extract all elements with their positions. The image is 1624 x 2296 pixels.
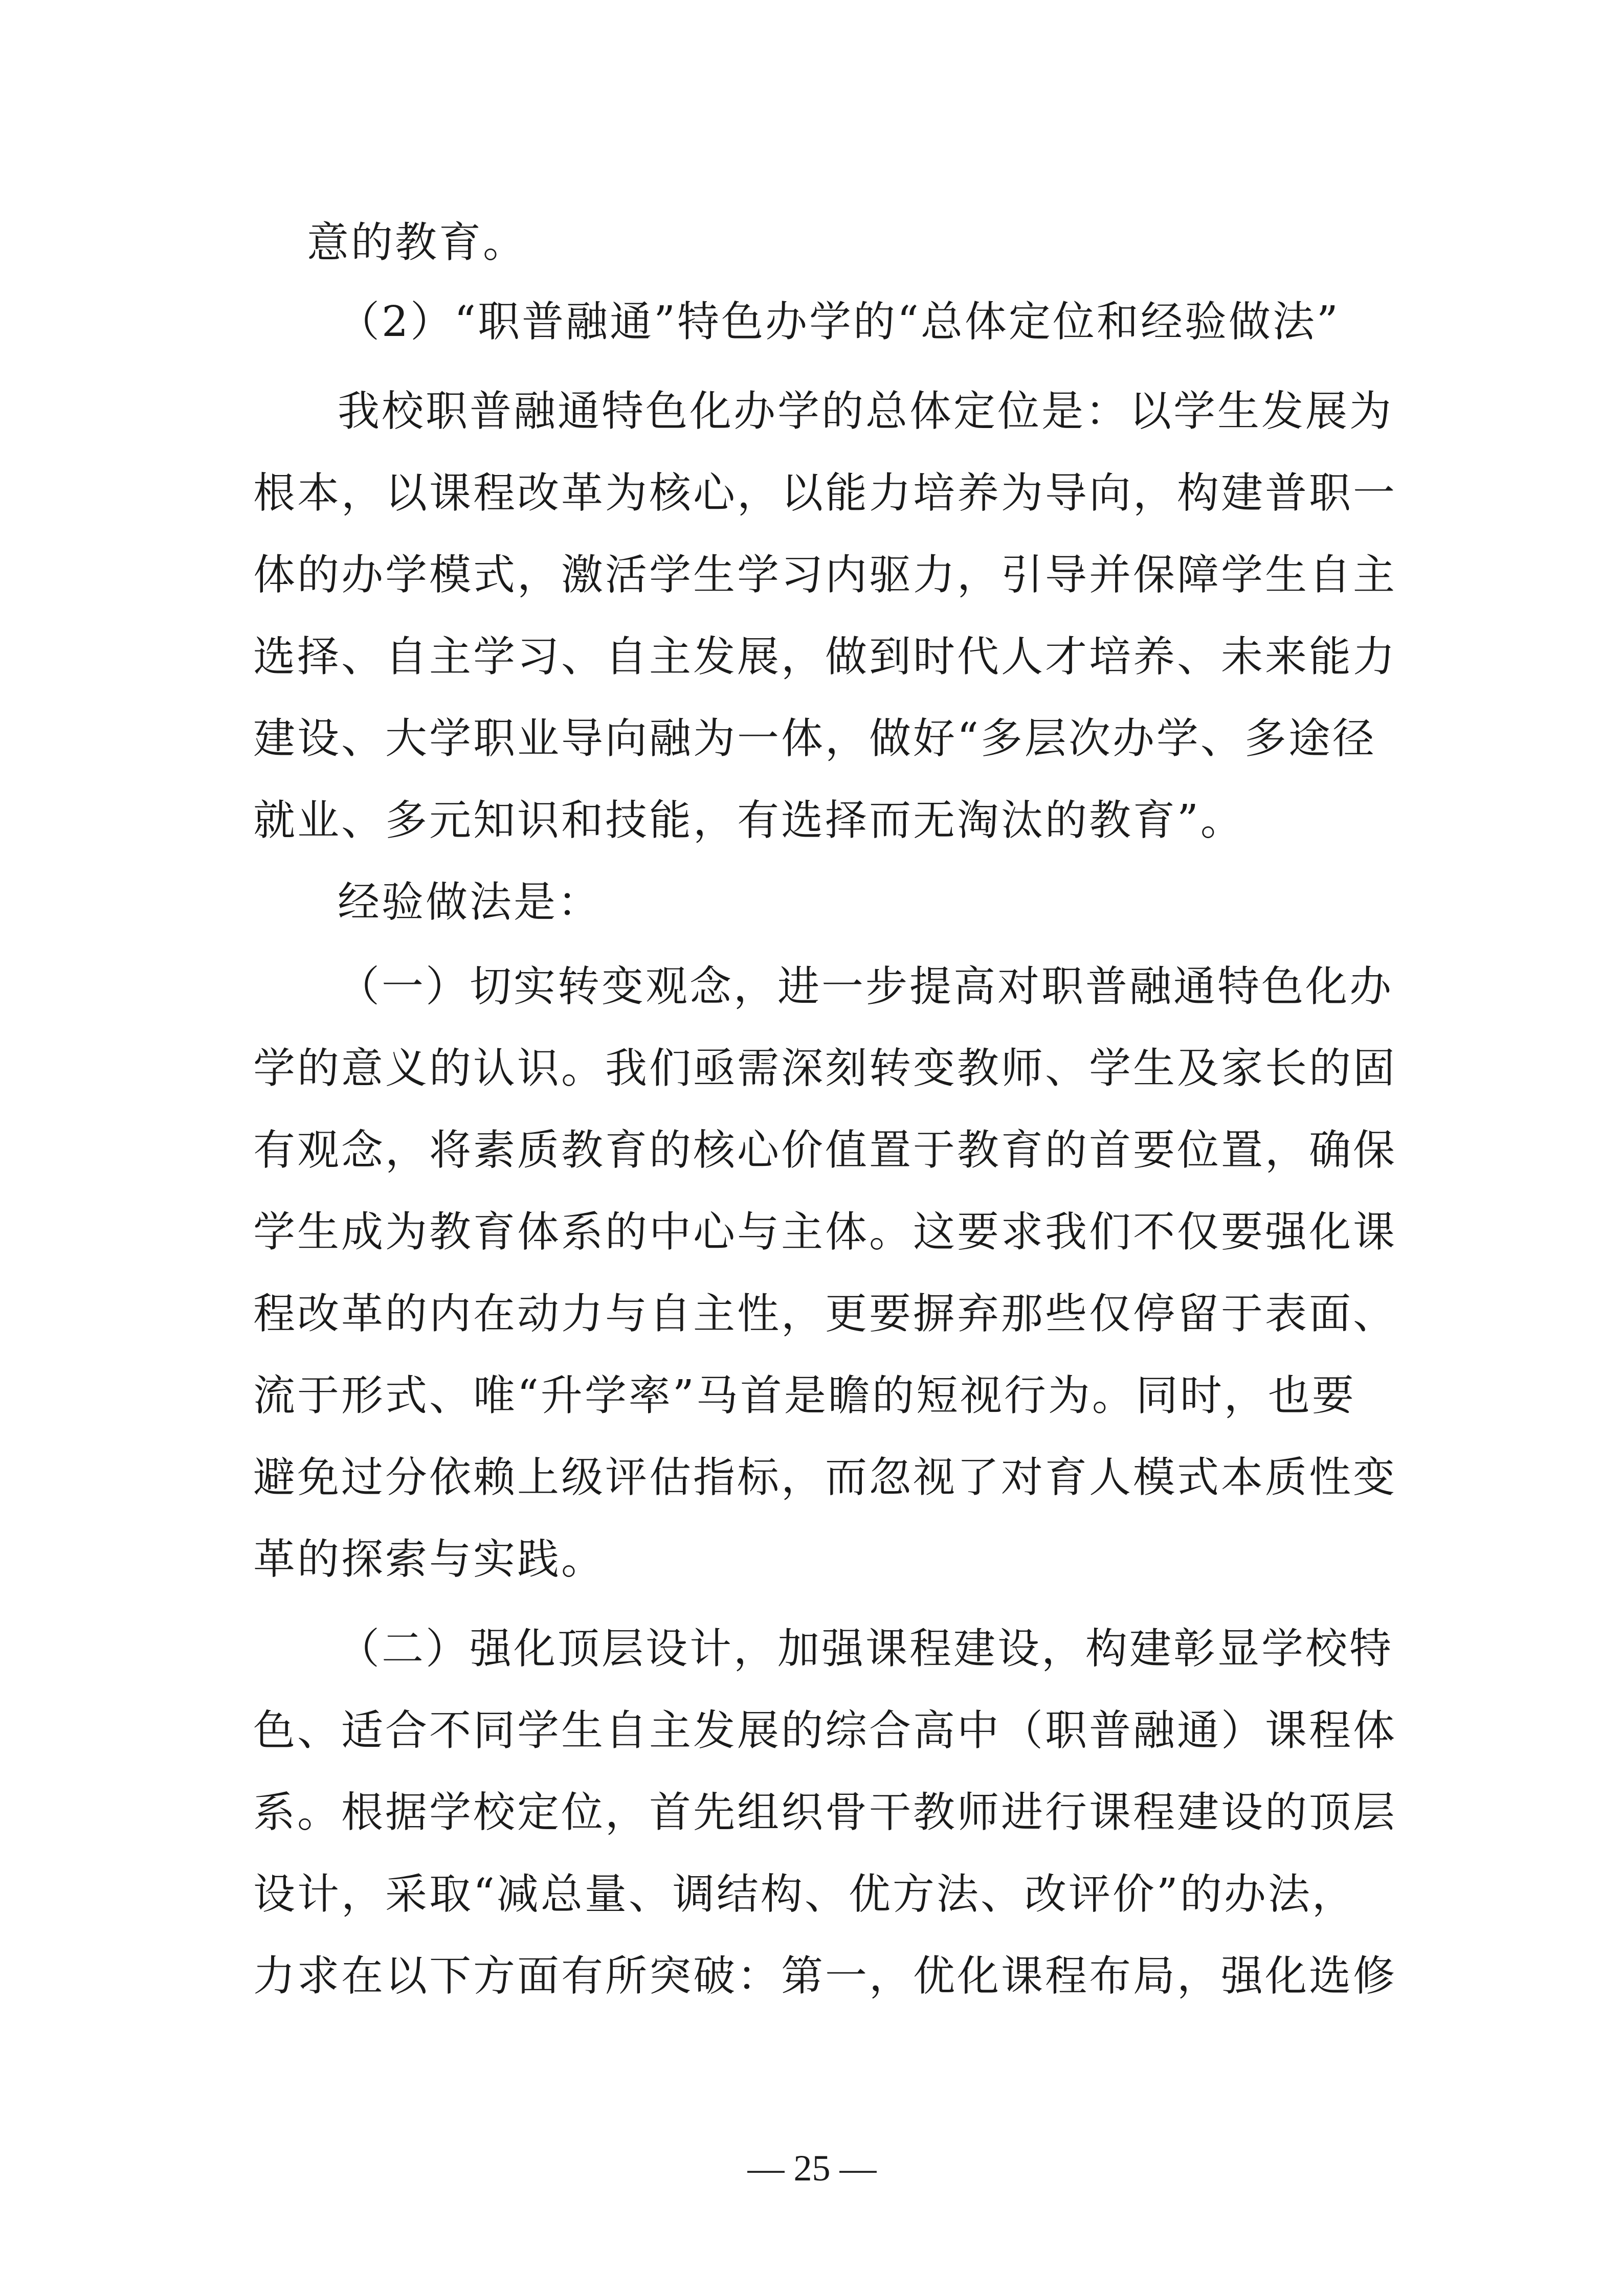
text-line: 选择、自主学习、自主发展，做到时代人才培养、未来能力 [253,633,1397,681]
text-line: 根本，以课程改革为核心，以能力培养为导向，构建普职一 [253,469,1397,517]
text-line: 革的探索与实践。 [253,1535,606,1584]
page-number: — 25 — [747,2148,877,2189]
text-line: 流于形式、唯“升学率”马首是瞻的短视行为。同时，也要 [253,1371,1356,1420]
text-line: 经验做法是： [338,878,602,927]
text-line: 系。根据学校定位，首先组织骨干教师进行课程建设的顶层 [253,1788,1397,1837]
text-line: 程改革的内在动力与自主性，更要摒弃那些仅停留于表面、 [253,1290,1397,1338]
text-line: 就业、多元知识和技能，有选择而无淘汰的教育”。 [253,796,1244,845]
text-line: 学生成为教育体系的中心与主体。这要求我们不仅要强化课 [253,1208,1397,1256]
text-line: （二）强化顶层设计，加强课程建设，构建彰显学校特 [338,1625,1394,1673]
text-line: 建设、大学职业导向融为一体，做好“多层次办学、多途径 [253,714,1376,763]
text-line: 避免过分依赖上级评估指标，而忽视了对育人模式本质性变 [253,1453,1397,1502]
text-line: 体的办学模式，激活学生学习内驱力，引导并保障学生自主 [253,551,1397,599]
text-line: 色、适合不同学生自主发展的综合高中（职普融通）课程体 [253,1706,1397,1755]
text-line: 设计，采取“减总量、调结构、优方法、改评价”的办法， [253,1870,1356,1919]
text-line: （一）切实转变观念，进一步提高对职普融通特色化办 [338,962,1394,1011]
text-line: 力求在以下方面有所突破：第一，优化课程布局，强化选修 [253,1952,1397,2000]
text-line: 有观念，将素质教育的核心价值置于教育的首要位置，确保 [253,1126,1397,1175]
section-heading: （2）“职普融通”特色办学的“总体定位和经验做法” [338,298,1340,346]
text-line: 学的意义的认识。我们亟需深刻转变教师、学生及家长的固 [253,1044,1397,1093]
text-line: 我校职普融通特色化办学的总体定位是：以学生发展为 [338,387,1394,436]
text-line: 意的教育。 [307,218,527,267]
